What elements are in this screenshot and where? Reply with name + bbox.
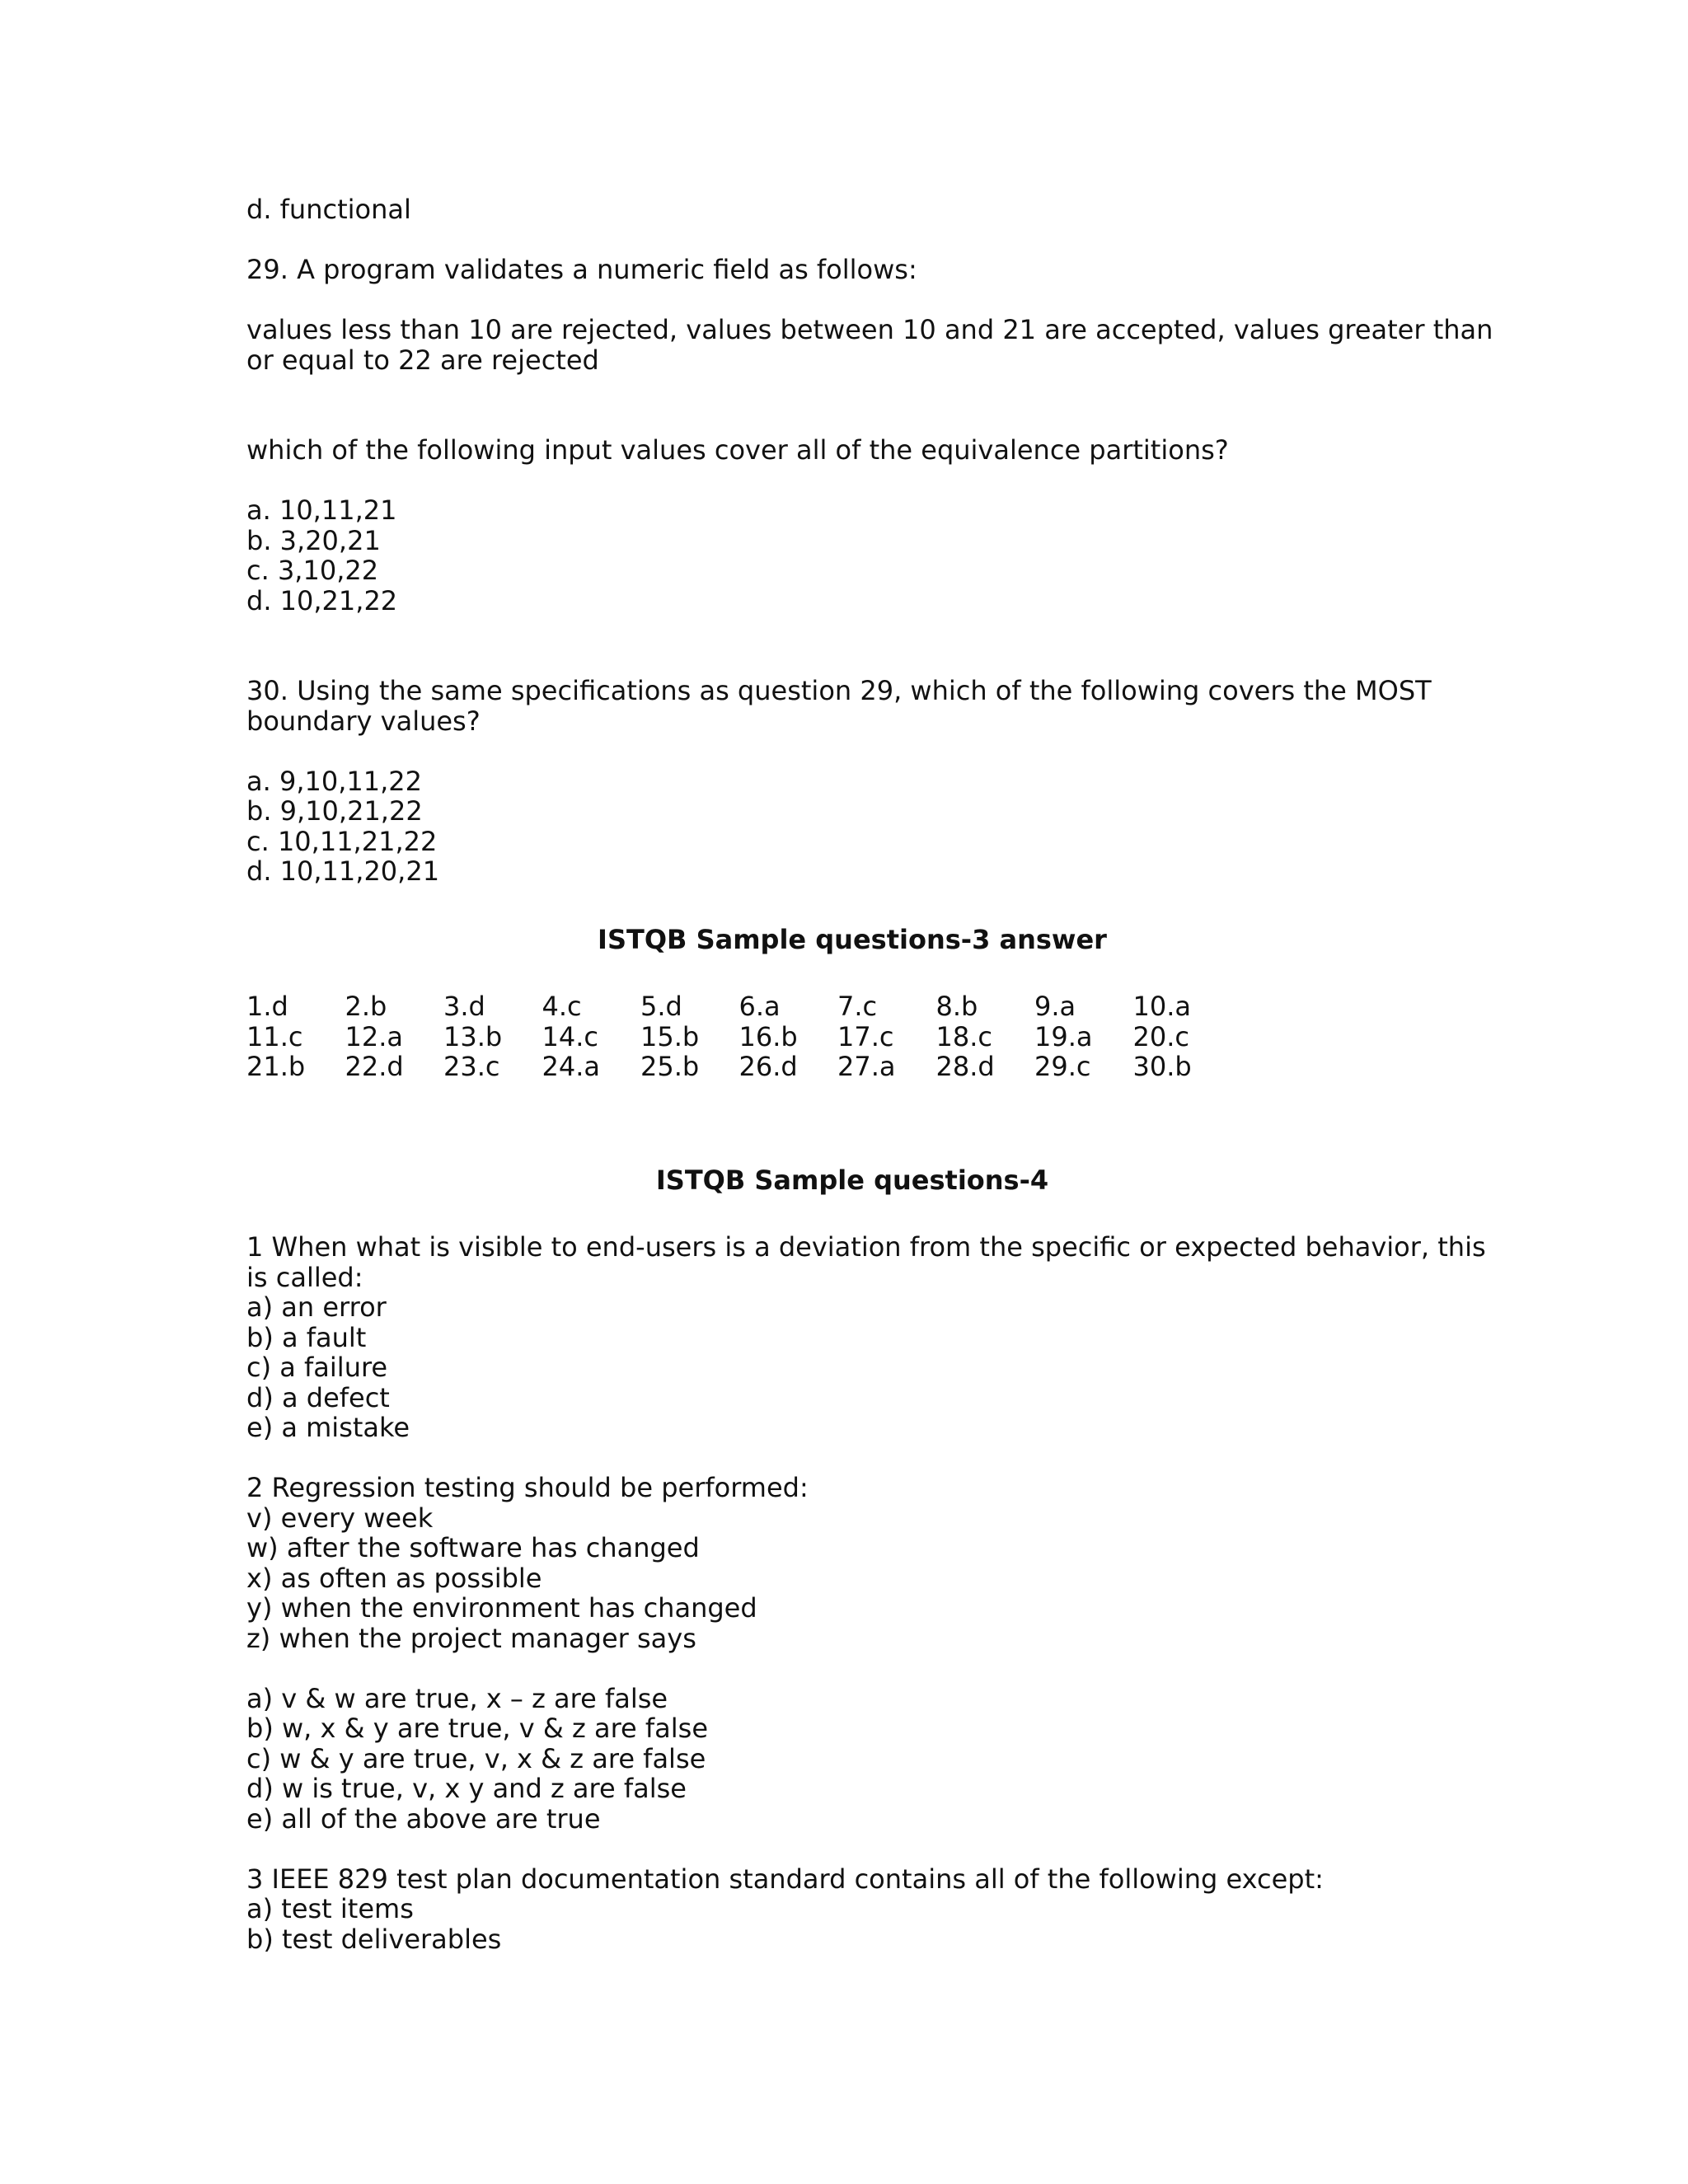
s4-q2-options [246,1684,1458,1835]
q29-option-a: a. 10,11,21 [246,494,397,526]
answer-cell: 13.b [443,1020,503,1052]
s4-q1-question-line: 1 When what is visible to end-users is a deviation from the specific or expected behavior, this [246,1231,1486,1263]
answer-cell: 16.b [738,1020,798,1052]
answers-row [246,991,1231,1022]
q30-options [246,766,1458,887]
answer-cell: 1.d [246,991,288,1022]
page-content [246,194,1493,1955]
s4-q2-statement-x: x) as often as possible [246,1562,542,1594]
answers-table [246,991,1231,1082]
answer-cell: 6.a [738,991,781,1022]
q29-question: 29. A program validates a numeric field as follows: [246,254,917,285]
answers-heading: ISTQB Sample questions-3 answer [598,923,1107,955]
answer-cell: 25.b [640,1051,700,1082]
answer-cell: 15.b [640,1020,700,1052]
s4-q2-option-c: c) w & y are true, v, x & z are false [246,1742,706,1774]
s4-q3-option-a: a) test items [246,1893,414,1924]
answer-cell: 30.b [1132,1051,1192,1082]
q29-spec [246,314,1493,376]
answer-cell: 5.d [640,991,682,1022]
answer-cell: 4.c [542,991,582,1022]
q29-option-c: c. 3,10,22 [246,555,379,586]
answer-cell: 26.d [738,1051,798,1082]
answer-cell: 22.d [345,1051,404,1082]
answer-cell: 23.c [443,1051,500,1082]
q30-option-a: a. 9,10,11,22 [246,765,422,797]
s4-q2-statement-y: y) when the environment has changed [246,1592,757,1624]
answer-cell: 11.c [246,1020,303,1052]
answer-cell: 7.c [837,991,878,1022]
q29-option-d: d. 10,21,22 [246,584,398,616]
s4-q2-question: 2 Regression testing should be performed: [246,1472,809,1503]
s4-q3 [246,1864,1458,1955]
answer-cell: 2.b [345,991,387,1022]
answers-row [246,1022,1231,1052]
q29-spec-line: or equal to 22 are rejected [246,344,599,376]
answer-cell: 18.c [935,1020,992,1052]
s4-q1-option-a: a) an error [246,1291,387,1323]
s4-q2-option-d: d) w is true, v, x y and z are false [246,1773,687,1804]
s4-q2-statement-z: z) when the project manager says [246,1622,696,1654]
q30-question [246,676,1458,736]
s4-q1-option-b: b) a fault [246,1321,367,1353]
answer-cell: 29.c [1034,1051,1091,1082]
s4-q1 [246,1231,1486,1443]
answer-cell: 10.a [1132,991,1191,1022]
answer-cell: 27.a [837,1051,896,1082]
s4-q2-option-a: a) v & w are true, x – z are false [246,1682,668,1714]
q29-options [246,495,1458,616]
s4-q1-question-line: is called: [246,1261,363,1293]
q29-spec-line: values less than 10 are rejected, values between 10 and 21 are accepted, values greater than [246,314,1493,345]
answer-cell: 9.a [1034,991,1076,1022]
answer-cell: 20.c [1132,1020,1189,1052]
section4-heading: ISTQB Sample questions-4 [655,1164,1049,1196]
s4-q1-option-e: e) a mistake [246,1412,410,1443]
q29-prompt: which of the following input values cover all of the equivalence partitions? [246,434,1229,466]
answer-cell: 17.c [837,1020,894,1052]
s4-q1-option-d: d) a defect [246,1381,390,1413]
answer-cell: 14.c [542,1020,598,1052]
s4-q2 [246,1473,1458,1653]
s4-q2-option-e: e) all of the above are true [246,1802,601,1835]
q30-question-line: boundary values? [246,705,481,737]
q29-option-b: b. 3,20,21 [246,524,381,556]
q30-option-c: c. 10,11,21,22 [246,825,438,857]
answer-cell: 12.a [345,1020,403,1052]
answer-cell: 19.a [1034,1020,1093,1052]
answer-cell: 3.d [443,991,485,1022]
q28-option-d: d. functional [246,194,411,225]
s4-q2-statement-w: w) after the software has changed [246,1532,700,1563]
q30-question-line: 30. Using the same specifications as question 29, which of the following covers the MOST [246,675,1432,706]
s4-q3-option-b: b) test deliverables [246,1923,502,1955]
q30-option-d: d. 10,11,20,21 [246,855,440,887]
q30-option-b: b. 9,10,21,22 [246,795,423,827]
answer-cell: 28.d [935,1051,995,1082]
s4-q1-option-c: c) a failure [246,1352,388,1383]
s4-q2-statement-v: v) every week [246,1502,434,1534]
answer-cell: 21.b [246,1051,306,1082]
s4-q3-question: 3 IEEE 829 test plan documentation standard contains all of the following except: [246,1863,1324,1895]
answer-cell: 8.b [935,991,978,1022]
answer-cell: 24.a [542,1051,600,1082]
s4-q2-option-b: b) w, x & y are true, v & z are false [246,1713,709,1744]
answers-row [246,1052,1231,1082]
